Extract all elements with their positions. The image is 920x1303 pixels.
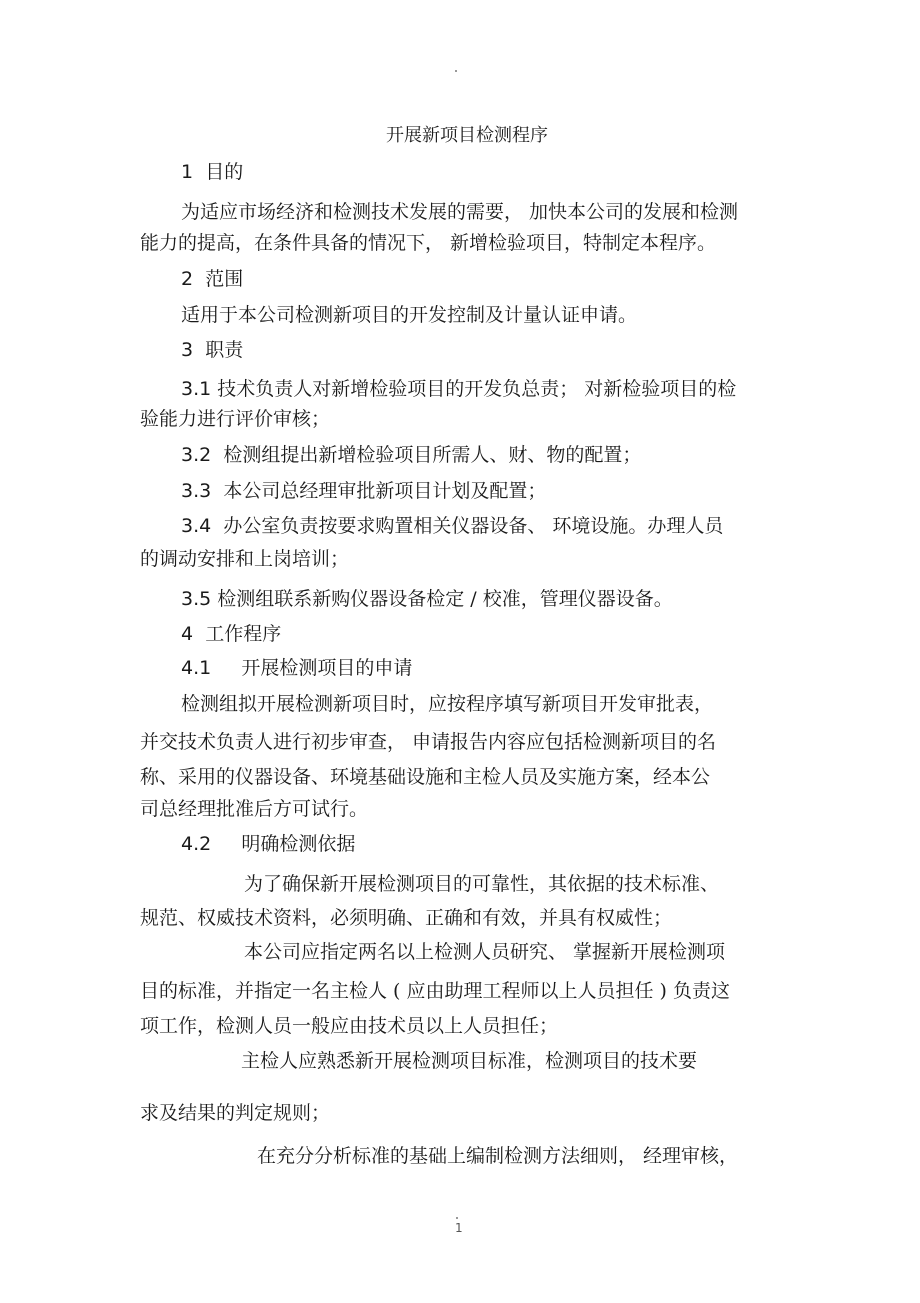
paragraph-line: 为了确保新开展检测项目的可靠性，其依据的技术标准、	[244, 873, 720, 895]
item-3-3	[181, 479, 546, 503]
section-3-heading	[181, 338, 243, 362]
item-number: 3.5	[181, 588, 212, 610]
section-title: 目的	[205, 161, 244, 183]
section-number: 4	[181, 623, 194, 645]
page-number: 1	[455, 1221, 463, 1235]
document-title: 开展新项目检测程序	[386, 125, 548, 146]
item-text: 本公司总经理审批新项目计划及配置；	[223, 480, 547, 502]
paragraph-line: 求及结果的判定规则；	[140, 1102, 331, 1124]
item-number: 3.4	[181, 515, 212, 537]
section-title: 工作程序	[205, 623, 282, 645]
paragraph-line: 规范、权威技术资料，必须明确、正确和有效，并具有权威性；	[140, 907, 673, 929]
subsection-4-1-heading	[181, 656, 412, 680]
item-3-1	[181, 377, 736, 401]
paragraph-line: 司总经理批准后方可试行。	[140, 798, 369, 820]
item-number: 4.2	[181, 833, 212, 855]
paragraph-line: 称、采用的仪器设备、环境基础设施和主检人员及实施方案，经本公	[140, 766, 711, 788]
header-mark	[455, 70, 457, 72]
section-title: 职责	[205, 339, 244, 361]
paragraph-line: 适用于本公司检测新项目的开发控制及计量认证申请。	[181, 304, 638, 326]
item-number: 3.2	[181, 444, 212, 466]
paragraph-line: 为适应市场经济和检测技术发展的需要， 加快本公司的发展和检测	[181, 201, 739, 223]
section-number: 2	[181, 268, 194, 290]
section-2-heading	[181, 267, 243, 291]
paragraph-line: 项工作，检测人员一般应由技术员以上人员担任；	[140, 1015, 559, 1037]
item-number: 3.1	[181, 378, 212, 400]
section-4-heading	[181, 622, 281, 646]
item-number: 3.3	[181, 480, 212, 502]
paragraph-line: 在充分分析标准的基础上编制检测方法细则， 经理审核，	[257, 1145, 739, 1167]
paragraph-line: 能力的提高，在条件具备的情况下， 新增检验项目，特制定本程序。	[140, 232, 717, 254]
section-number: 3	[181, 339, 194, 361]
item-3-2	[181, 443, 641, 467]
item-text: 检测组提出新增检验项目所需人、财、物的配置；	[223, 444, 642, 466]
item-text: 技术负责人对新增检验项目的开发负总责； 对新检验项目的检	[217, 378, 737, 400]
section-title: 明确检测依据	[241, 833, 356, 855]
paragraph-line: 检测组拟开展检测新项目时，应按程序填写新项目开发审批表，	[181, 693, 714, 715]
footer-mark	[456, 1217, 458, 1219]
section-title: 范围	[205, 268, 244, 290]
subsection-4-2-heading	[181, 832, 355, 856]
item-text: 办公室负责按要求购置相关仪器设备、 环境设施。办理人员	[223, 515, 724, 537]
paragraph-line: 的调动安排和上岗培训；	[140, 548, 350, 570]
item-text: 检测组联系新购仪器设备检定 / 校准，管理仪器设备。	[217, 588, 673, 610]
paragraph-line: 本公司应指定两名以上检测人员研究、 掌握新开展检测项	[244, 941, 726, 963]
item-3-5	[181, 587, 673, 611]
section-number: 1	[181, 161, 194, 183]
paragraph-line: 验能力进行评价审核；	[140, 408, 331, 430]
paragraph-line: 目的标准，并指定一名主检人 ( 应由助理工程师以上人员担任 ) 负责这	[140, 980, 730, 1002]
section-title: 开展检测项目的申请	[241, 657, 413, 679]
item-number: 4.1	[181, 657, 212, 679]
item-3-4	[181, 514, 723, 538]
section-1-heading	[181, 160, 243, 184]
paragraph-line: 并交技术负责人进行初步审查， 申请报告内容应包括检测新项目的名	[140, 731, 717, 753]
paragraph-line: 主检人应熟悉新开展检测项目标准，检测项目的技术要	[241, 1050, 698, 1072]
